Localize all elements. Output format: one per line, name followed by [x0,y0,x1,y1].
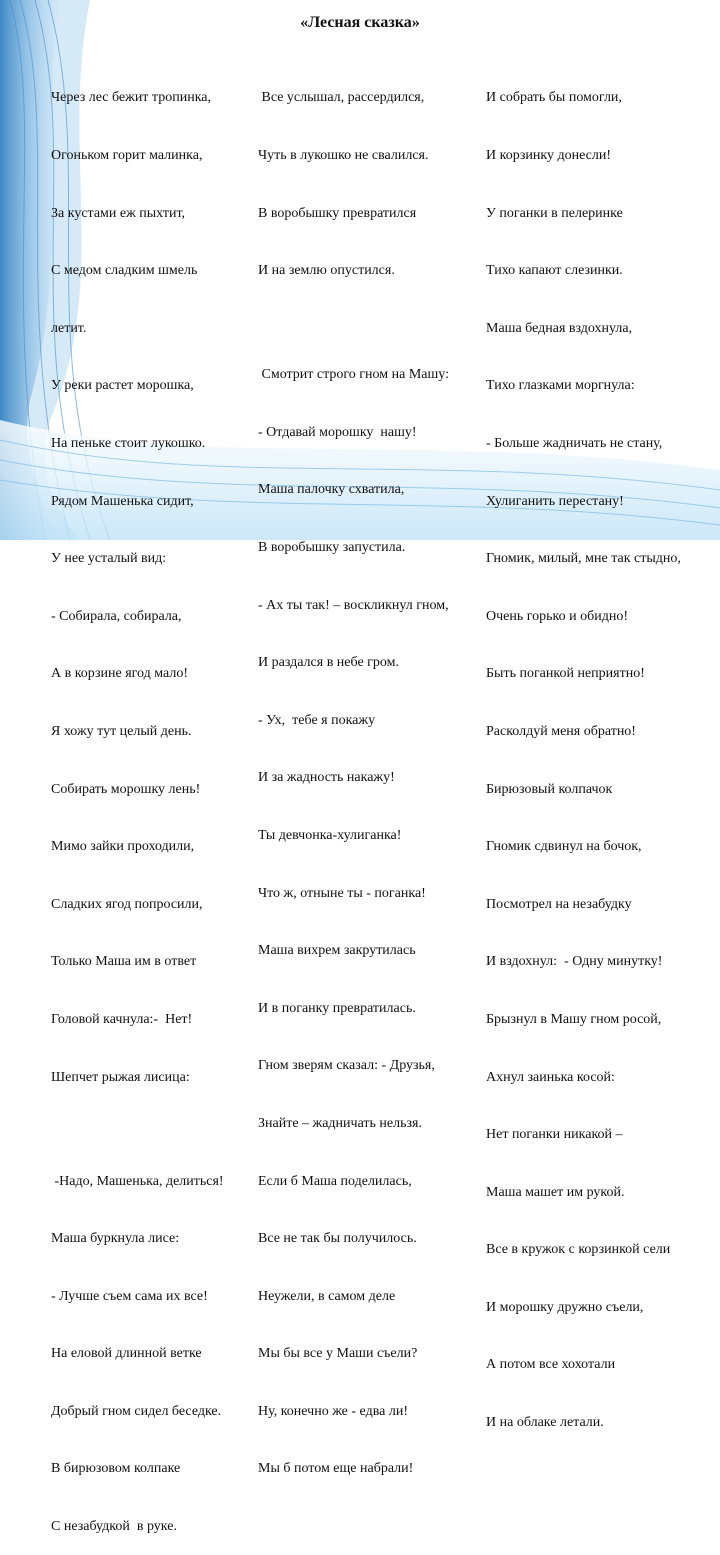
poem-line: В воробышку запустила. [258,539,406,555]
poem-line: Что ж, отныне ты - поганка! [258,885,426,901]
poem-line: У нее усталый вид: [51,551,167,567]
page-title: «Лесная сказка» [300,14,420,31]
poem-line: И на облаке летали. [486,1415,604,1431]
poem-line: - Лучше съем сама их все! [51,1288,208,1304]
poem-line: Если б Маша поделилась, [258,1173,412,1189]
poem-column-2 [258,50,449,1498]
poem-line: И вздохнул: - Одну минутку! [486,954,663,970]
poem-line: - Собирала, собирала, [51,608,182,624]
poem-line: Маша палочку схватила, [258,482,405,498]
poem-line: На еловой длинной ветке [51,1346,202,1362]
poem-line: Чуть в лукошко не свалился. [258,148,429,163]
poem-line: В бирюзовом колпаке [51,1461,181,1477]
poem-line: Нет поганки никакой – [486,1127,623,1143]
poem-line: Гномик сдвинул на бочок, [486,839,642,855]
poem-line: Мимо зайки проходили, [51,839,195,855]
poem-line: Все услышал, рассердился, [258,90,425,106]
poem-line: И раздался в небе гром. [258,655,400,671]
poem-line: Все не так бы получилось. [258,1231,417,1247]
poem-line: Гном зверям сказал: - Друзья, [258,1058,435,1074]
poem-line: Гномик, милый, мне так стыдно, [486,551,681,567]
poem-line: Шепчет рыжая лисица: [51,1069,190,1085]
poem-line: летит. [51,320,87,336]
poem-line: За кустами еж пыхтит, [51,205,186,221]
poem-line: И корзинку донесли! [486,148,612,163]
poem-line: Мы б потом еще набрали! [258,1461,414,1477]
poem-line: Рядом Машенька сидит, [51,493,194,509]
poem-line: Собирать морошку лень! [51,781,201,797]
poem-line: Тихо глазками моргнула: [486,378,635,394]
poem-line: А потом все хохотали [486,1357,616,1373]
poem-line: Маша машет им рукой. [486,1184,625,1200]
poem-line: Ахнул заинька косой: [486,1069,615,1085]
poem-line: У реки растет морошка, [51,378,194,394]
poem-line: Бирюзовый колпачок [486,781,613,797]
poem-line: Все в кружок с корзинкой сели [486,1242,671,1258]
poem-line: - Ах ты так! – воскликнул гном, [258,597,449,613]
poem-line: Очень горько и обидно! [486,608,628,624]
poem-line: Хулиганить перестану! [486,493,624,509]
poem-line: А в корзине ягод мало! [51,666,189,682]
poem-line: Смотрит строго гном на Машу: [258,367,449,383]
poem-line: У поганки в пелеринке [486,205,623,221]
poem-column-1 [51,50,224,1555]
poem-line: -Надо, Машенька, делиться! [51,1173,224,1189]
poem-line: Мы бы все у Маши съели? [258,1346,418,1362]
poem-line: Неужели, в самом деле [258,1288,396,1304]
poem-line: Маша вихрем закрутилась [258,943,416,959]
poem-line: Сладких ягод попросили, [51,896,203,912]
poem-line: Ну, конечно же - едва ли! [258,1403,408,1419]
poem-line: Расколдуй меня обратно! [486,723,636,739]
poem-line: Я хожу тут целый день. [51,723,192,739]
poem-line: Ты девчонка-хулиганка! [258,827,402,843]
poem-line: На пеньке стоит лукошко. [51,435,206,451]
poem-line: И на землю опустился. [258,263,395,279]
poem-line: В воробышку превратился [258,205,417,221]
poem-line: Через лес бежит тропинка, [51,90,211,106]
poem-line: Огоньком горит малинка, [51,148,203,163]
poem-line: И в поганку превратилась. [258,1000,416,1016]
poem-line: Быть поганкой неприятно! [486,666,645,682]
poem-line: И собрать бы помогли, [486,90,622,106]
poem-line: - Ух, тебе я покажу [258,712,376,728]
poem-line: Головой качнула:- Нет! [51,1011,193,1027]
poem-line: Знайте – жадничать нельзя. [258,1115,422,1131]
poem-line: Брызнул в Машу гном росой, [486,1011,662,1027]
poem-line: Посмотрел на незабудку [486,896,632,912]
poem-line: С медом сладким шмель [51,263,198,279]
poem-line: С незабудкой в руке. [51,1519,177,1535]
poem-line: - Отдавай морошку нашу! [258,424,417,440]
poem-line: Маша буркнула лисе: [51,1231,180,1247]
poem-column-3 [486,50,681,1451]
poem-line: - Больше жадничать не стану, [486,435,663,451]
poem-line: Добрый гном сидел беседке. [51,1403,222,1419]
poem-line: Тихо капают слезинки. [486,263,623,279]
poem-line: Только Маша им в ответ [51,954,197,970]
poem-line: И морошку дружно съели, [486,1299,644,1315]
poem-line: Маша бедная вздохнула, [486,320,633,336]
poem-line: И за жадность накажу! [258,770,395,786]
